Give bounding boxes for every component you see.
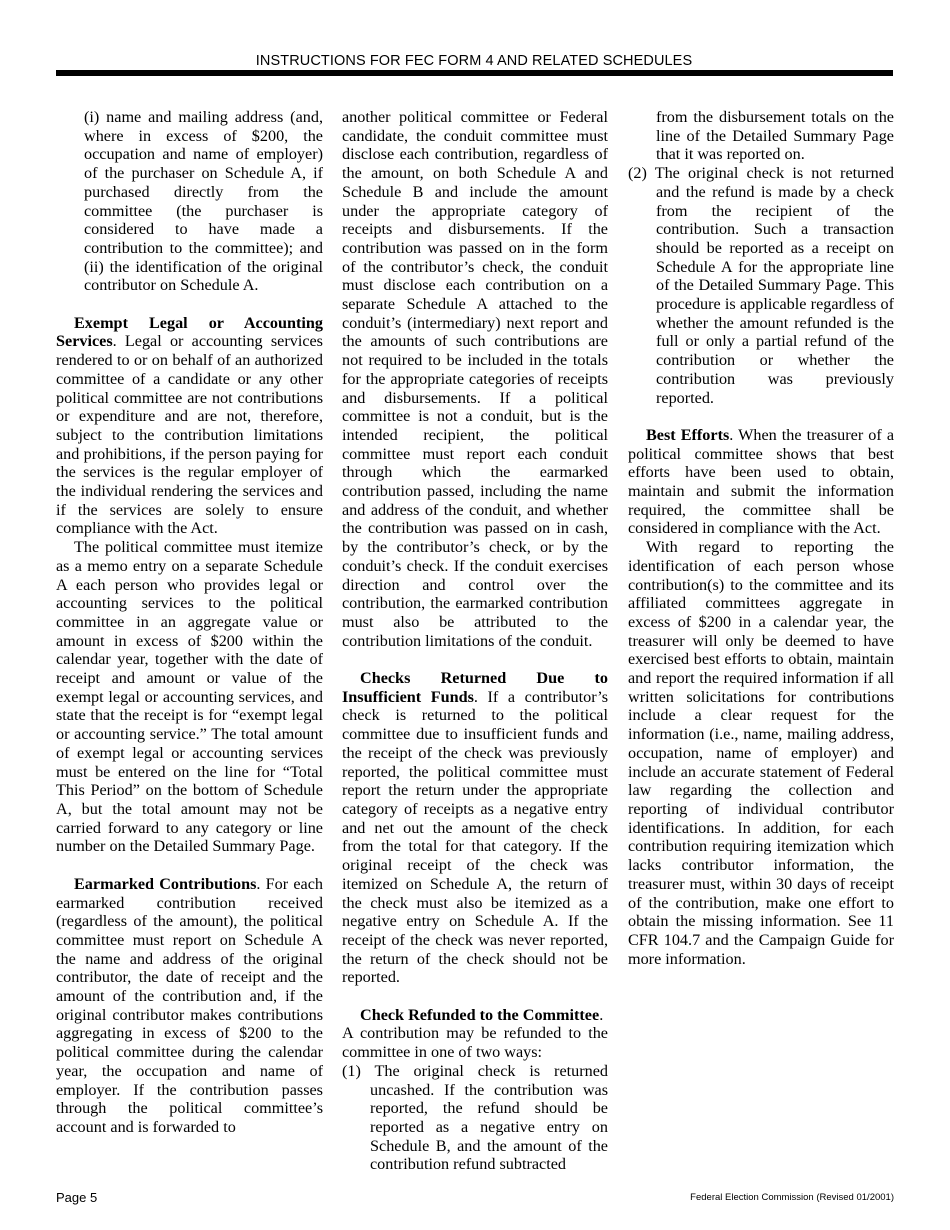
refund-item-1-continued: from the disbursement totals on the line of the Detailed Summary Page that it was reported on. bbox=[656, 108, 894, 164]
checks-returned-paragraph: Checks Returned Due to Insufficient Funds. If a contributor’s check is returned to the political committee due to insufficient funds and the receipt of the check was previously reported, the political committee must report the return under the appropriate category of receipts as a negative entry and net out the amount of the check from the total for that category. If the original receipt of the check was itemized on Schedule A, the return of the check must also be itemized as a negative entry on Schedule A. If the receipt of the check was never reported, the return of the check should not be reported. bbox=[342, 669, 608, 987]
check-refunded-heading-paragraph: Check Refunded to the Committee. bbox=[360, 1005, 604, 1024]
check-refunded-heading: Check Refunded to the Committee bbox=[360, 1005, 600, 1024]
best-efforts-paragraph-2: With regard to reporting the identification of each person whose contribution(s) to the committee and its affiliated committees aggregate in excess of $200 in a calendar year, the treasurer will only be deemed to have exercised best efforts to obtain, maintain and report the required information if all written solicitations for contributions include a clear request for the information (i.e., name, mailing address, occupation, name of employer) and include an accurate statement of Federal law regarding the collection and reporting of individual contributor identifications. In addition, for each contribution requiring itemization which lacks contributor information, the treasurer must, within 30 days of receipt of the contribution, make one effort to obtain the missing information. See 11 CFR 104.7 and the Campaign Guide for more information. bbox=[628, 538, 894, 968]
column-2 bbox=[342, 108, 608, 1174]
column-1 bbox=[56, 108, 323, 1137]
footer-source: Federal Election Commission (Revised 01/2001) bbox=[690, 1192, 894, 1203]
column-3 bbox=[628, 108, 894, 968]
exempt-paragraph-1: Exempt Legal or Accounting Services. Legal or accounting services rendered to or on behalf of an authorized committee of a candidate or any other political committee are not contributions or expenditure and are not, therefore, subject to the contribution limitations and prohibitions, if the person paying for the services is the regular employer of the individual rendering the services and if the services are solely to ensure compliance with the Act. bbox=[56, 313, 323, 538]
check-refunded-intro: A contribution may be refunded to the committee in one of two ways: bbox=[342, 1024, 608, 1062]
checks-returned-heading: Checks Returned Due to Insufficient Funds bbox=[342, 669, 608, 706]
refund-item-1: (1) The original check is returned uncashed. If the contribution was reported, the refund should be reported as a negative entry on Schedule B, and the amount of the contribution refund subtracted bbox=[342, 1061, 608, 1174]
header-rule bbox=[56, 70, 893, 76]
best-efforts-heading: Best Efforts bbox=[646, 425, 730, 444]
best-efforts-paragraph-1: Best Efforts. When the treasurer of a political committee shows that best efforts have been used to obtain, maintain and submit the information required, the committee shall be considered in compliance with the Act. bbox=[628, 425, 895, 538]
exempt-heading: Exempt Legal or Accounting Services bbox=[56, 313, 323, 351]
purchaser-paragraph: (i) name and mailing address (and, where in excess of $200, the occupation and name of employer) of the purchaser on Schedule A, if purchased directly from the committee (the purchaser is considered to have made a contribution to the committee); and (ii) the identification of the original contributor on Schedule A. bbox=[84, 108, 323, 295]
page-number: Page 5 bbox=[56, 1190, 98, 1205]
refund-item-2: (2) The original check is not returned and the refund is made by a check from the recipient of the contribution. Such a transaction should be reported as a receipt on Schedule A for the appropriate line of the Detailed Summary Page. This procedure is applicable regardless of whether the amount refunded is the full or only a partial refund of the contribution or whether the contribution was previously reported. bbox=[628, 164, 894, 407]
earmarked-paragraph-continued: another political committee or Federal candidate, the conduit committee must disclose each contribution, regardless of the amount, on both Schedule A and Schedule B and include the amount under the appropriate category of receipts and disbursements. If the contribution was passed on in the form of the contributor’s check, the conduit must disclose each contribution on a separate Schedule A attached to the conduit’s (intermediary) next report and the amounts of such contributions are not required to be included in the totals for the appropriate categories of receipts and disbursements. If a political committee is not a conduit, but is the intended recipient, the political committee must report each conduit through which the earmarked contribution passed, including the name and address of the conduit, and whether the contribution was passed on in cash, by the contributor’s check, or by the conduit’s check. If the conduit exercises direction and control over the contribution, the earmarked contribution must also be attributed to the contribution limitations of the conduit. bbox=[342, 108, 608, 650]
earmarked-paragraph-1: Earmarked Contributions. For each earmarked contribution received (regardless of the amount), the political committee must report on Schedule A the name and address of the original contributor, the date of receipt and the amount of the contribution and, if the original contributor makes contributions aggregating in excess of $200 to the political committee during the calendar year, the occupation and name of employer. If the contribution passes through the political committee’s account and is forwarded to bbox=[56, 874, 323, 1136]
earmarked-heading: Earmarked Contributions bbox=[74, 874, 257, 893]
page-header-title: INSTRUCTIONS FOR FEC FORM 4 AND RELATED SCHEDULES bbox=[255, 53, 693, 69]
exempt-paragraph-2: The political committee must itemize as a memo entry on a separate Schedule A each person who provides legal or accounting services to the political committee in an aggregate value or amount in excess of $200 within the calendar year, together with the date of receipt and amount or value of the exempt legal or accounting services, and state that the receipt is for “exempt legal or accounting service.” The total amount of exempt legal or accounting services must be entered on the line for “Total This Period” on the bottom of Schedule A, but the total amount may not be carried forward to any category or line number on the Detailed Summary Page. bbox=[56, 538, 323, 856]
